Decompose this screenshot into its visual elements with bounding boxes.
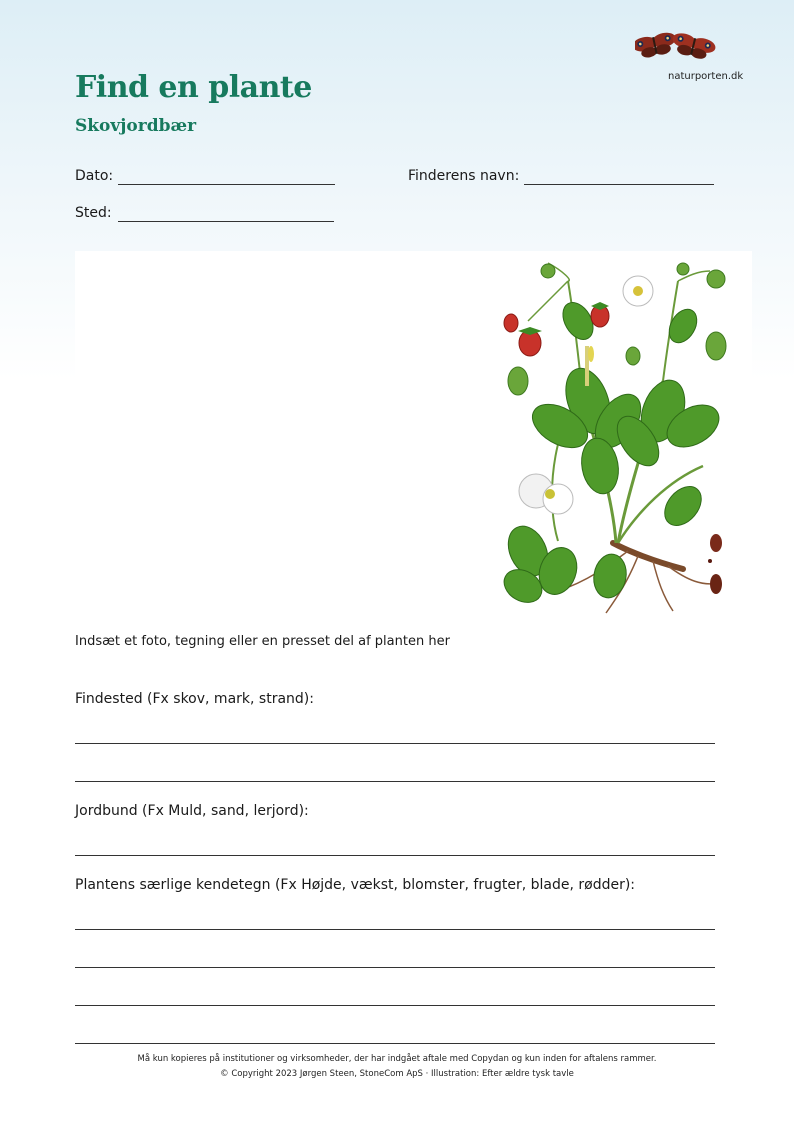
location-answer-line-1[interactable] — [75, 743, 715, 744]
site-url[interactable]: naturporten.dk — [668, 71, 744, 82]
place-label: Sted: — [75, 205, 112, 221]
plant-name: Skovjordbær — [75, 116, 197, 136]
features-answer-line-2[interactable] — [75, 967, 715, 968]
features-answer-line-3[interactable] — [75, 1005, 715, 1006]
footer-license: Må kun kopieres på institutioner og virksomheder, der har indgået aftale med Copydan og kun inden for aftalens rammer. — [137, 1054, 657, 1064]
soil-question: Jordbund (Fx Muld, sand, lerjord): — [75, 803, 309, 819]
location-question: Findested (Fx skov, mark, strand): — [75, 691, 314, 707]
footer-copyright: © Copyright 2023 Jørgen Steen, StoneCom ApS · Illustration: Efter ældre tysk tavle — [220, 1069, 574, 1079]
butterfly-icon — [635, 26, 719, 66]
features-question: Plantens særlige kendetegn (Fx Højde, vækst, blomster, frugter, blade, rødder): — [75, 877, 636, 893]
features-answer-line-4[interactable] — [75, 1043, 715, 1044]
location-answer-line-2[interactable] — [75, 781, 715, 782]
wild-strawberry-illustration — [488, 251, 752, 629]
photo-insert-area[interactable] — [75, 251, 494, 629]
finder-name-field[interactable] — [524, 184, 714, 185]
photo-caption: Indsæt et foto, tegning eller en presset del af planten her — [75, 634, 450, 649]
soil-answer-line-1[interactable] — [75, 855, 715, 856]
features-answer-line-1[interactable] — [75, 929, 715, 930]
finder-name-label: Finderens navn: — [408, 168, 520, 184]
date-field[interactable] — [118, 184, 335, 185]
date-label: Dato: — [75, 168, 114, 184]
place-field[interactable] — [118, 221, 334, 222]
page-title: Find en plante — [75, 70, 312, 105]
